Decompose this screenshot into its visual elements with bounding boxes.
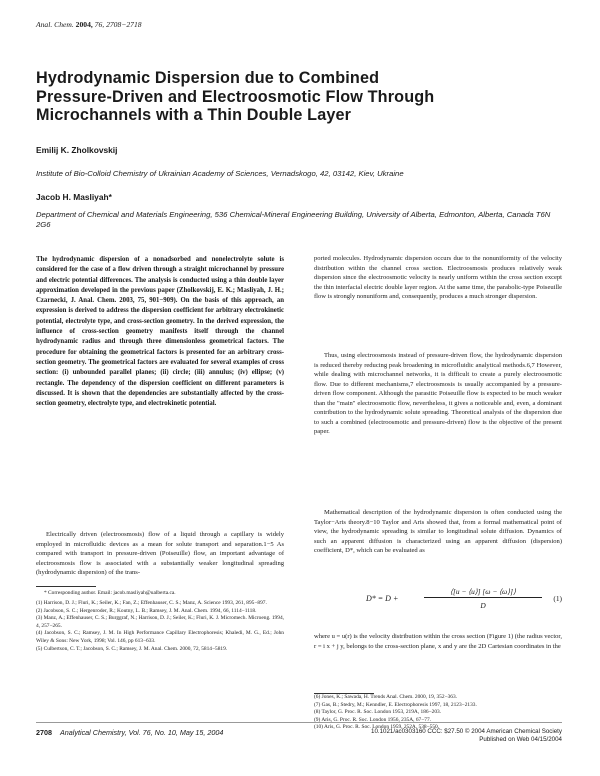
- title-line: Hydrodynamic Dispersion due to Combined: [36, 69, 380, 87]
- reference-item: (10) Aris, G. Proc. R. Soc. London 1959, 252A, 538−550.: [314, 724, 440, 731]
- equation-1: [314, 585, 562, 625]
- journal-volume: 76,: [94, 20, 105, 29]
- corresponding-author-note: * Corresponding author. Email: jacob.masliyah@ualberta.ca.: [44, 590, 176, 596]
- author-affiliation: Institute of Bio-Colloid Chemistry of Ukrainian Academy of Sciences, Vernadskogo, 42, 03142, Kiev, Ukraine: [36, 169, 404, 178]
- footer-rule: [36, 722, 562, 723]
- abstract: The hydrodynamic dispersion of a nonadsorbed and nonelectrolyte solute is considered for the case of a flow driven through a straight microchannel by pressure and electric potential differences. The analysis is conducted using a thin double layer approximation developed in the previous paper (Zholkovskij, E. K.; Masliyah, J. H.; Czarnecki, J. Anal. Chem. 2003, 75, 901−909). On the basis of this approach, an expression is derived to address the dispersion coefficient for arbitrary electrokinetic potential, electrolyte type, and cross-section geometry. In the derived expression, the influence of cross-section geometry manifests itself through the channel hydrodynamic radius and through three dimensionless geometrical factors. The procedure for obtaining the geometrical factors is presented for an arbitrary cross-section geometry. The geometrical factors are evaluated for several examples of cross section: (i) unbounded parallel planes; (ii) circle; (iii) annulus; (iv) ellipse; (v) rectangle. The dependency of the dispersion coefficient on different parameters is discussed. It is shown that the dependencies are substantially affected by the cross-section geometry, electrolyte type, and electrokinetic potential.: [36, 256, 284, 408]
- published-date: Published on Web 04/15/2004: [479, 736, 562, 744]
- body-paragraph: Mathematical description of the hydrodynamic dispersion is often conducted using the Taylor−Aris theory.8−10 Taylor and Aris showed that, from a formal mathematical point of view, the hydrodynamic spreading is similar to longitudinal solute diffusion. Dynamics of such an apparent diffusion is characterized using an apparent diffusion (dispersion) coefficient, D*, which can be evaluated as: [314, 509, 562, 555]
- reference-item: (8) Taylor, G. Proc. R. Soc. London 1953, 219A, 186−203.: [314, 709, 442, 716]
- author-affiliation: Department of Chemical and Materials Engineering, 536 Chemical-Mineral Engineering Building, University of Alberta, Edmonton, Alberta, Canada T6N 2G6: [36, 210, 551, 230]
- reference-item: (1) Harrison, D. J.; Fluri, K.; Seiler, K.; Fan, Z.; Effenhauser, C. S.; Manz, A. Science 1993, 261, 895−897.: [36, 600, 267, 606]
- journal-issue: Analytical Chemistry, Vol. 76, No. 10, May 15, 2004: [60, 728, 224, 737]
- reference-item: (3) Manz, A.; Effenhauser, C. S.; Burggraf, N.; Harrison, D. J.; Seiler, K.; Fluri, K. J. Micromech. Microeng. 1994, 4, 257−265.: [36, 615, 284, 629]
- reference-item: (5) Culbertson, C. T.; Jacobson, S. C.; Ramsey, J. M. Anal. Chem. 2000, 72, 5814−5819.: [36, 645, 228, 652]
- journal-name: Anal. Chem.: [36, 20, 74, 29]
- equation-denominator: D: [480, 601, 486, 610]
- reference-list-right: [314, 694, 562, 732]
- publication-info: [330, 728, 562, 744]
- equation-lhs: D* = D +: [366, 594, 399, 603]
- doi-price-copyright: 10.1021/ac0303160 CCC: $27.50 © 2004 American Chemical Society: [371, 728, 562, 735]
- page-number: 2708: [36, 728, 52, 737]
- body-paragraph: Thus, using electroosmosis instead of pressure-driven flow, the hydrodynamic dispersion is reduced thereby reducing peak broadening in microfluidic analytical methods.6,7 However, while dealing with microchannel networks, it is difficult to create a purely electroosmotic flow. Due to different mechanisms,7 electroosmosis is usually accompanied by a pressure-driven flow component. Although the parasitic Poiseuille flow is expected to be much weaker than the "main" electroosmotic flow, nevertheless, it gives a noticeable and, even, a dominant contribution to the hydrodynamic solute spreading. Theoretical analysis of the dispersion due to such a combined (electroosmotic and pressure-driven) flow is the objective of the present paper.: [314, 352, 562, 436]
- journal-reference: [36, 20, 142, 29]
- body-paragraph: where u = u(r) is the velocity distribution within the cross section (Figure 1) (the radius vector, r = i x + j y, belongs to the cross-section plane, x and y are the 2D Cartesian coordinates in the: [314, 633, 562, 650]
- footnote-rule: [36, 586, 96, 587]
- body-paragraph: ported molecules. Hydrodynamic dispersion occurs due to the nonuniformity of the velocity distribution within the channel cross section. Electroosmosis produces relatively weak dispersion since the electroosmotic velocity is nearly uniform within the cross section except the thin interfacial electric double layer region. At the same time, the parabolic-type Poiseuille flow is strongly nonuniform and, consequently, produces a much stronger dispersion.: [314, 255, 562, 301]
- reference-item: (2) Jacobson, S. C.; Hergenroder, R.; Koutny, L. B.; Ramsey, J. M. Anal. Chem. 1994, 66, 1114−1118.: [36, 607, 257, 614]
- equation-numerator: ⟨[u − ⟨u⟩] [ω − ⟨ω⟩]⟩: [424, 587, 542, 598]
- journal-year: 2004,: [75, 20, 93, 29]
- paper-title: [36, 69, 536, 125]
- author-name: Jacob H. Masliyah*: [36, 192, 112, 202]
- author-name: Emilij K. Zholkovskij: [36, 145, 118, 155]
- reference-item: (6) Jones, K.; Sawada, H. Trends Anal. Chem. 2000, 19, 352−363.: [314, 694, 458, 700]
- page-footer: [36, 728, 223, 737]
- equation-number: (1): [553, 594, 562, 603]
- reference-item: (9) Aris, G. Proc. R. Soc. London 1956, 235A, 67−77.: [314, 716, 431, 723]
- reference-item: (7) Gas, B.; Stedry, M.; Kenndler, E. Electrophoresis 1997, 18, 2123−2133.: [314, 701, 477, 708]
- reference-list-left: [36, 600, 284, 653]
- journal-pages: 2708−2718: [106, 20, 142, 29]
- body-paragraph: Electrically driven (electroosmosis) flow of a liquid through a capillary is widely employed in microfluidic devices as a mean for solute transport and separation.1−5 As compared with transport in pressure-driven (Poiseuille) flow, an important advantage of electroosmosis flow is associated with a substantially weaker longitudinal spreading (hydrodynamic dispersion) of the trans-: [36, 531, 284, 577]
- title-line: Microchannels with a Thin Double Layer: [36, 106, 352, 124]
- reference-item: (4) Jacobson, S. C.; Ramsey, J. M. In High Performance Capillary Electrophoresis; Khaledi, M. G., Ed.; John Wiley & Sons: New York, 1998; Vol. 146, pp 613−633.: [36, 630, 284, 644]
- title-line: Pressure-Driven and Electroosmotic Flow Through: [36, 87, 435, 106]
